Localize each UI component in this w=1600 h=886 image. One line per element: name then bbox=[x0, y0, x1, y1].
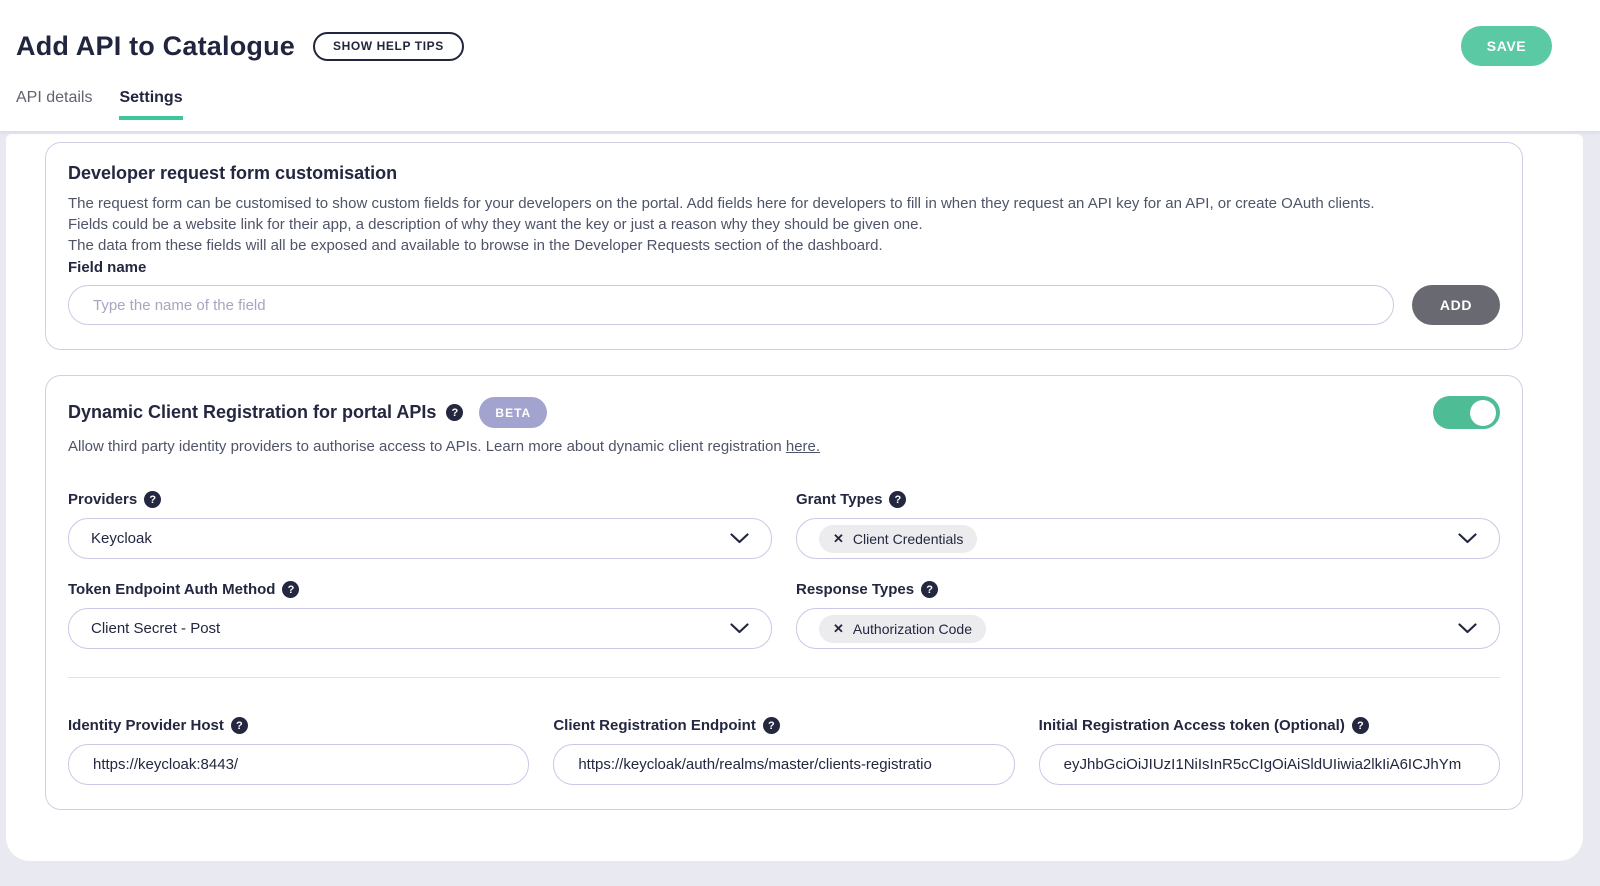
response-types-chip bbox=[819, 615, 986, 643]
description-line: The data from these fields will all be exposed and available to browse in the Developer Requests section of the dashboard. bbox=[68, 237, 883, 254]
initial-registration-access-token-input[interactable] bbox=[1039, 744, 1500, 785]
token-endpoint-auth-method-label: Token Endpoint Auth Method bbox=[68, 581, 276, 598]
token-endpoint-auth-method-help-icon[interactable]: ? bbox=[282, 581, 299, 598]
toggle-knob bbox=[1470, 400, 1496, 426]
remove-chip-icon[interactable]: ✕ bbox=[833, 620, 844, 636]
dcr-subtitle bbox=[68, 438, 1500, 455]
chevron-down-icon bbox=[1458, 533, 1477, 544]
client-registration-endpoint-label: Client Registration Endpoint bbox=[553, 717, 756, 734]
providers-select[interactable] bbox=[68, 518, 772, 559]
response-types-chip-label: Authorization Code bbox=[852, 620, 972, 637]
dcr-card-title: Dynamic Client Registration for portal APIs bbox=[68, 402, 437, 422]
grant-types-field bbox=[796, 491, 1500, 559]
field-name-label: Field name bbox=[68, 259, 147, 276]
developer-request-form-card bbox=[45, 142, 1523, 350]
grant-types-chip-label: Client Credentials bbox=[852, 530, 964, 547]
identity-provider-host-help-icon[interactable]: ? bbox=[231, 717, 248, 734]
remove-chip-icon[interactable]: ✕ bbox=[833, 530, 844, 546]
providers-label: Providers bbox=[68, 491, 138, 508]
providers-field bbox=[68, 491, 772, 559]
dynamic-client-registration-card bbox=[45, 375, 1523, 810]
token-endpoint-auth-method-select[interactable] bbox=[68, 608, 772, 649]
chevron-down-icon bbox=[730, 533, 749, 544]
initial-registration-access-token-label: Initial Registration Access token (Optional) bbox=[1038, 717, 1345, 734]
dcr-title-help-icon[interactable]: ? bbox=[446, 404, 463, 421]
client-registration-endpoint-field bbox=[553, 717, 1014, 785]
page-title: Add API to Catalogue bbox=[16, 30, 295, 61]
initial-registration-access-token-field bbox=[1039, 717, 1500, 785]
client-registration-endpoint-input[interactable] bbox=[553, 744, 1014, 785]
dcr-enabled-toggle[interactable] bbox=[1433, 396, 1500, 429]
save-button[interactable]: SAVE bbox=[1461, 26, 1552, 66]
grant-types-label: Grant Types bbox=[796, 491, 883, 508]
grant-types-chip bbox=[819, 525, 977, 553]
initial-registration-access-token-help-icon[interactable]: ? bbox=[1352, 717, 1369, 734]
dcr-fields-grid bbox=[68, 491, 1500, 649]
section-divider bbox=[68, 677, 1500, 678]
request-form-card-title: Developer request form customisation bbox=[68, 163, 398, 183]
description-line: Fields could be a website link for their app, a description of why they want the key or just a reason why they should be given one. bbox=[68, 216, 923, 233]
field-name-input[interactable] bbox=[68, 285, 1394, 325]
response-types-multiselect[interactable] bbox=[796, 608, 1500, 649]
providers-selected-value: Keycloak bbox=[91, 530, 152, 547]
field-name-row bbox=[68, 285, 1500, 325]
dcr-learn-more-link[interactable]: here. bbox=[785, 438, 821, 455]
dcr-endpoints-grid bbox=[68, 717, 1500, 785]
add-field-button[interactable]: ADD bbox=[1412, 285, 1500, 325]
chevron-down-icon bbox=[1458, 623, 1477, 634]
client-registration-endpoint-help-icon[interactable]: ? bbox=[763, 717, 780, 734]
token-endpoint-auth-method-field bbox=[68, 581, 772, 649]
response-types-label: Response Types bbox=[796, 581, 915, 598]
grant-types-help-icon[interactable]: ? bbox=[889, 491, 906, 508]
description-line: The request form can be customised to show custom fields for your developers on the portal. Add fields here for developers to fill in when they request an API key for an API, or create OAuth clients. bbox=[68, 195, 1375, 212]
header-top-row bbox=[16, 0, 1584, 66]
dcr-subtitle-text: Allow third party identity providers to authorise access to APIs. Learn more about dynamic client registration bbox=[68, 438, 786, 455]
identity-provider-host-input[interactable] bbox=[68, 744, 529, 785]
providers-help-icon[interactable]: ? bbox=[144, 491, 161, 508]
settings-content-panel bbox=[6, 134, 1583, 861]
page-header bbox=[0, 0, 1600, 131]
tab-bar bbox=[16, 89, 1584, 120]
beta-badge: BETA bbox=[479, 397, 547, 428]
grant-types-multiselect[interactable] bbox=[796, 518, 1500, 559]
dcr-title-row bbox=[68, 396, 1500, 429]
identity-provider-host-field bbox=[68, 717, 529, 785]
chevron-down-icon bbox=[730, 623, 749, 634]
response-types-help-icon[interactable]: ? bbox=[921, 581, 938, 598]
response-types-field bbox=[796, 581, 1500, 649]
identity-provider-host-label: Identity Provider Host bbox=[68, 717, 224, 734]
show-help-tips-button[interactable]: SHOW HELP TIPS bbox=[313, 32, 464, 61]
tab-settings[interactable]: Settings bbox=[119, 89, 182, 120]
token-endpoint-auth-method-value: Client Secret - Post bbox=[91, 620, 221, 637]
request-form-card-description bbox=[68, 193, 1500, 256]
tab-api-details[interactable]: API details bbox=[16, 89, 93, 106]
